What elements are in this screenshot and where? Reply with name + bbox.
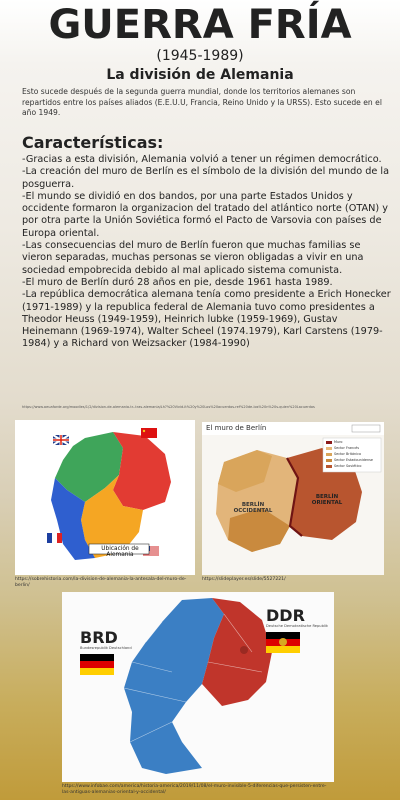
characteristics-heading: Características: [22,133,164,152]
ddr-label: DDR [266,606,305,625]
berlin-marker [240,646,248,654]
berlin-map-title: El muro de Berlín [206,424,267,432]
map3-caption: https://www.infobae.com/america/historia-america/2019/11/08/el-muro-invisible-5-diferencias-que-persisten-entre-las-antiguas-alemanias-oriental-y-occidental/ [62,784,327,795]
brd-subtitle: Bundesrepublik Deutschland [80,646,132,650]
legend-french: Sector Francés [334,446,360,450]
ddr-subtitle: Deutsche Demokratische Republik [266,624,328,628]
berlin-wall-map [202,422,384,575]
ussr-flag-icon [141,428,157,438]
section-subtitle: La división de Alemania [106,67,294,83]
map2-caption: https://slideplayer.es/slide/5527221/ [202,577,286,582]
ddr-flag-icon [266,632,300,653]
legend-us: Sector Estadounidense [334,458,374,462]
characteristic-item: -Las consecuencias del muro de Berlín fueron que muchas familias se vieron separadas, muchas personas se vieron obligadas a vivir en una sociedad empobrecida debido al mal aplicado sistema comunista. [22,240,364,276]
brd-ddr-map [62,592,334,782]
legend-labels [334,439,373,469]
west-berlin-label: BERLÍN OCCIDENTAL [233,502,273,514]
intro-paragraph: Esto sucede después de la segunda guerra mundial, donde los territorios alemanes son repartidos entre los países aliados (E.E.U.U, Francia, Reino Unido y la URSS). Esto sucede en el año 1949. [22,87,382,117]
characteristics-list [22,154,392,351]
page-title: GUERRA FRÍA [48,2,352,48]
years-range: (1945-1989) [156,48,244,64]
brd-label: BRD [80,628,118,647]
legend-soviet: Sector Soviético [334,464,362,468]
characteristic-item: -La creación del muro de Berlín es el símbolo de la división del mundo de la posguerra. [22,166,390,190]
uk-flag-icon [53,435,69,445]
characteristics-source: https://www.aeuaforde.org/moodles/1/2/division-de-alemania-tr--tras-alemania/Lh?%20Vivid-it%20y%20Los%20acuerdos-ref%20de-los%20n%20s-quien%20Lacuerdos [22,405,315,409]
characteristic-item: -Gracias a esta división, Alemania volvió a tener un régimen democrático. [22,154,382,165]
occupation-zones-map [15,420,195,575]
characteristic-item: -La república democrática alemana tenía como presidente a Erich Honecker (1971-1989) y la republica federal de Alemania tuvo como presidentes a Theodor Heuss (1949-1959), Heinrich lubke (1959-1969), Gustav Heinemann (1969-1974), Walter Scheel (1974.1979), Karl Carstens (1979-1984) y a Richard von Weizsacker (1984-1990) [22,289,391,350]
france-flag-icon [47,533,62,543]
east-berlin-label: BERLÍN ORIENTAL [311,494,343,506]
map1-caption: https://sobrehistoria.com/la-division-de-alemania-la-antesala-del-muro-de-berlin/ [15,577,187,588]
germany-location-label: Ubicación de Alemania [101,546,139,558]
brd-flag-icon [80,654,114,675]
legend-british: Sector Británico [334,452,362,456]
characteristic-item: -El mundo se dividió en dos bandos, por una parte Estados Unidos y occidente formaron la organizacion del tratado del atlántico norte (OTAN) y por otra parte la Unión Soviética formó el Pacto de Varsovia con países de Europa oriental. [22,190,388,239]
legend-wall: Muro [334,440,343,444]
characteristic-item: -El muro de Berlín duró 28 años en pie, desde 1961 hasta 1989. [22,276,333,288]
